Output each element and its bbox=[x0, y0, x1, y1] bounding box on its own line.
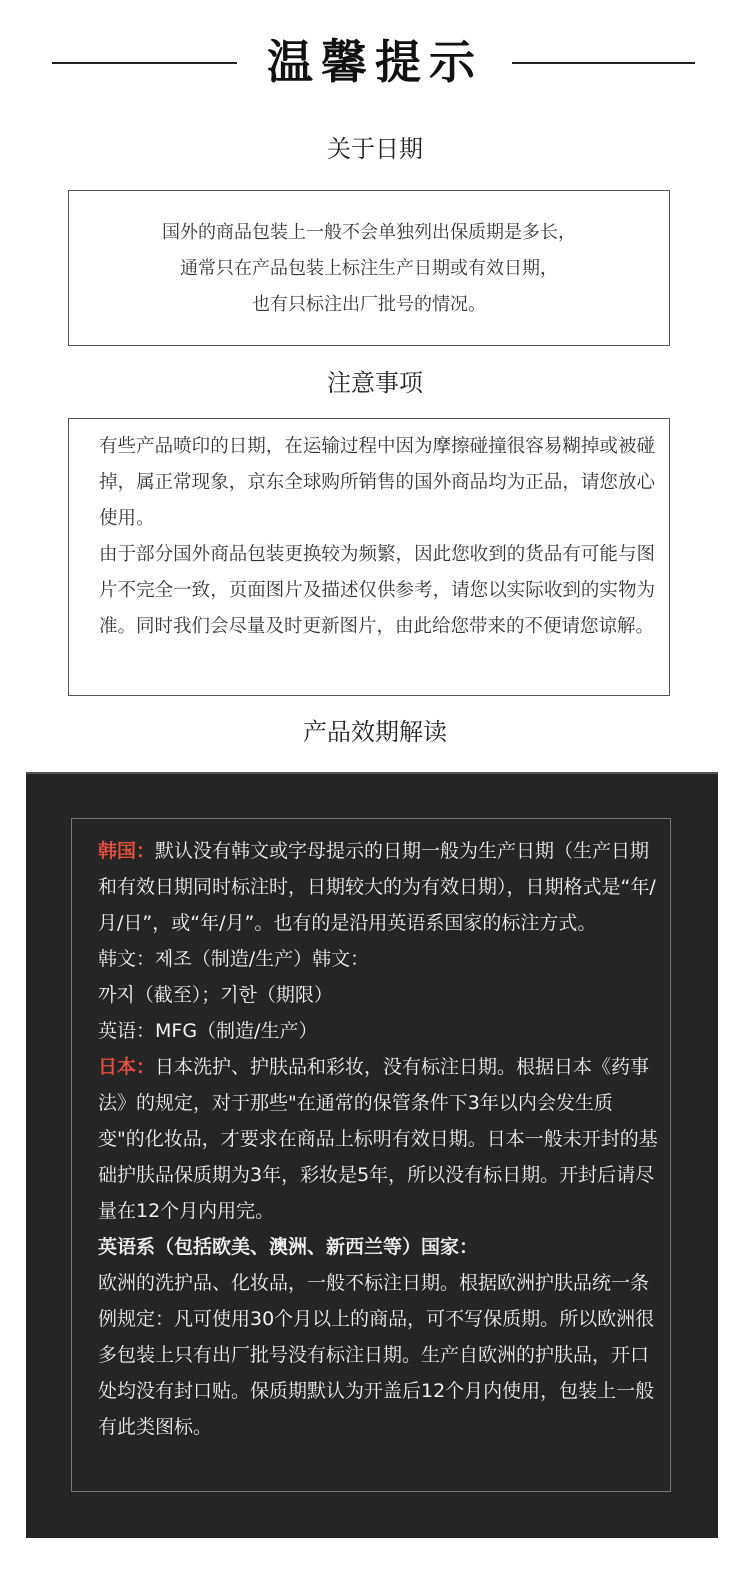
date-line-3: 也有只标注出厂批号的情况。 bbox=[252, 294, 486, 315]
japan-text: 日本洗护、护肤品和彩妆，没有标注日期。根据日本《药事法》的规定，对于那些"在通常的保管条件下3年以内会发生质变"的化妆品，才要求在商品上标明有效日期。日本一般未开封的基础护肤品保质期为3年，彩妆是5年，所以没有标日期。开封后请尽量在12个月内用完。 bbox=[98, 1056, 658, 1222]
notice-paragraph-2: 由于部分国外商品包装更换较为频繁，因此您收到的货品有可能与图片不完全一致，页面图片及描述仅供参考，请您以实际收到的实物为准。同时我们会尽量及时更新图片，由此给您带来的不便请您谅解。 bbox=[99, 544, 655, 637]
notice-box bbox=[68, 418, 670, 696]
date-line-2: 通常只在产品包装上标注生产日期或有效日期， bbox=[180, 258, 558, 279]
expiry-section-title: 产品效期解读 bbox=[303, 718, 447, 746]
japan-paragraph bbox=[98, 1049, 658, 1229]
korea-paragraph bbox=[98, 833, 658, 941]
notice-paragraph-1: 有些产品喷印的日期，在运输过程中因为摩擦碰撞很容易糊掉或被碰掉，属正常现象，京东全球购所销售的国外商品均为正品，请您放心使用。 bbox=[99, 436, 655, 529]
date-info-box bbox=[68, 190, 670, 346]
korea-line-3: 까지（截至）；기한（期限） bbox=[98, 984, 333, 1006]
expiry-frame bbox=[71, 818, 671, 1492]
korea-label: 韩国： bbox=[98, 840, 156, 862]
korea-line-4: 英语：MFG（制造/生产） bbox=[98, 1020, 318, 1042]
korea-line-2: 韩文：제조（制造/生产）韩文： bbox=[98, 948, 370, 970]
page-title: 温馨提示 bbox=[267, 35, 483, 89]
date-line-1: 国外的商品包装上一般不会单独列出保质期是多长， bbox=[162, 222, 576, 243]
japan-label: 日本： bbox=[98, 1056, 156, 1078]
english-text: 欧洲的洗护品、化妆品，一般不标注日期。根据欧洲护肤品统一条例规定：凡可使用30个月以上的商品，可不写保质期。所以欧洲很多包装上只有出厂批号没有标注日期。生产自欧洲的护肤品，开口处均没有封口贴。保质期默认为开盖后12个月内使用，包装上一般有此类图标。 bbox=[98, 1272, 655, 1438]
notice-section-title: 注意事项 bbox=[327, 369, 423, 397]
date-section-title: 关于日期 bbox=[327, 135, 423, 163]
english-label: 英语系（包括欧美、澳洲、新西兰等）国家： bbox=[98, 1236, 479, 1258]
title-rule-right bbox=[512, 62, 695, 64]
expiry-panel bbox=[26, 772, 718, 1538]
korea-text: 默认没有韩文或字母提示的日期一般为生产日期（生产日期和有效日期同时标注时，日期较大的为有效日期），日期格式是“年/月/日”，或“年/月”。也有的是沿用英语系国家的标注方式。 bbox=[98, 840, 656, 934]
